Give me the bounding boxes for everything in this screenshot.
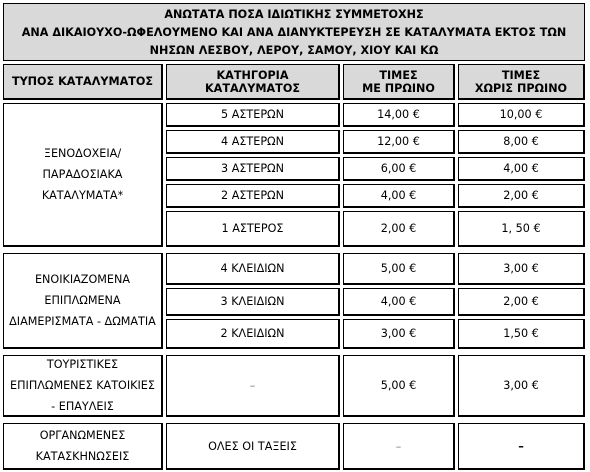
camping-with: – [343, 423, 455, 470]
header-with-breakfast [343, 64, 455, 100]
hotels-row-4-without: 2,00 € [458, 184, 585, 208]
header-with-line-1: ΤΙΜΕΣ [379, 68, 418, 82]
hotels-row-3-category: 3 ΑΣΤΕΡΩΝ [166, 157, 340, 181]
apartments-row-1-category: 4 ΚΛΕΙΔΙΩΝ [166, 253, 340, 285]
villas-type-line-2: ΕΠΙΠΛΩΜΕΝΕΣ ΚΑΤΟΙΚΙΕΣ [10, 379, 155, 392]
header-without-line-1: ΤΙΜΕΣ [501, 68, 541, 82]
header-type-label: ΤΥΠΟΣ ΚΑΤΑΛΥΜΑΤΟΣ [11, 75, 154, 88]
apartments-row-1-with: 5,00 € [343, 253, 455, 285]
hotels-row-1-category: 5 ΑΣΤΕΡΩΝ [166, 103, 340, 127]
hotels-row-3-with: 6,00 € [343, 157, 455, 181]
hotels-row-2-without: 8,00 € [458, 130, 585, 154]
apartments-row-1-without: 3,00 € [458, 253, 585, 285]
apartments-type-cell [3, 253, 163, 349]
apartments-row-3-without: 1,50 € [458, 319, 585, 349]
camping-type-line-2: ΚΑΤΑΣΚΗΝΩΣΕΙΣ [35, 450, 130, 463]
hotels-type-line-3: ΚΑΤΑΛΥΜΑΤΑ* [41, 189, 124, 202]
header-category-line-2: ΚΑΤΑΛΥΜΑΤΟΣ [205, 81, 300, 95]
hotels-row-2-category: 4 ΑΣΤΕΡΩΝ [166, 130, 340, 154]
villas-with: 5,00 € [343, 355, 455, 417]
hotels-row-1-with: 14,00 € [343, 103, 455, 127]
apartments-row-3-category: 2 ΚΛΕΙΔΙΩΝ [166, 319, 340, 349]
hotels-row-4-category: 2 ΑΣΤΕΡΩΝ [166, 184, 340, 208]
hotels-row-1-without: 10,00 € [458, 103, 585, 127]
camping-without: – [458, 423, 585, 470]
apartments-row-2-category: 3 ΚΛΕΙΔΙΩΝ [166, 288, 340, 316]
hotels-type-line-1: ΞΕΝΟΔΟΧΕΙΑ/ [43, 147, 122, 160]
apartments-row-3-with: 3,00 € [343, 319, 455, 349]
header-without-breakfast [458, 64, 585, 100]
hotels-row-3-without: 4,00 € [458, 157, 585, 181]
villas-type-line-1: ΤΟΥΡΙΣΤΙΚΕΣ [46, 358, 119, 371]
hotels-type-line-2: ΠΑΡΑΔΟΣΙΑΚΑ [42, 168, 123, 181]
apartments-row-2-with: 4,00 € [343, 288, 455, 316]
header-without-line-2: ΧΩΡΙΣ ΠΡΩΙΝΟ [474, 81, 568, 95]
header-category [166, 64, 340, 100]
hotels-row-2-with: 12,00 € [343, 130, 455, 154]
hotels-row-5-category: 1 ΑΣΤΕΡΟΣ [166, 211, 340, 247]
header-with-line-2: ΜΕ ΠΡΩΙΝΟ [362, 81, 435, 95]
apartments-type-line-1: ΕΝΟΙΚΙΑΖΟΜΕΝΑ [34, 273, 131, 286]
table-title [3, 3, 585, 61]
apartments-type-line-3: ΔΙΑΜΕΡΙΣΜΑΤΑ - ΔΩΜΑΤΙΑ [9, 315, 156, 328]
title-line-1: ΑΝΩΤΑΤΑ ΠΟΣΑ ΙΔΙΩΤΙΚΗΣ ΣΥΜΜΕΤΟΧΗΣ [164, 8, 424, 21]
villas-category: – [166, 355, 340, 417]
hotels-row-5-with: 2,00 € [343, 211, 455, 247]
camping-type-line-1: ΟΡΓΑΝΩΜΕΝΕΣ [39, 429, 126, 442]
hotels-row-4-with: 4,00 € [343, 184, 455, 208]
title-line-2: ΑΝΑ ΔΙΚΑΙΟΥΧΟ-ΩΦΕΛΟΥΜΕΝΟ ΚΑΙ ΑΝΑ ΔΙΑΝΥΚΤΕΡΕΥΣΗ ΣΕ ΚΑΤΑΛΥΜΑΤΑ ΕΚΤΟΣ ΤΩΝ [21, 26, 567, 39]
hotels-row-5-without: 1, 50 € [458, 211, 585, 247]
villas-type-cell [3, 355, 163, 417]
camping-category: ΟΛΕΣ ΟΙ ΤΑΞΕΙΣ [166, 423, 340, 470]
apartments-row-2-without: 2,00 € [458, 288, 585, 316]
apartments-type-line-2: ΕΠΙΠΛΩΜΕΝΑ [44, 294, 121, 307]
villas-without: 3,00 € [458, 355, 585, 417]
header-category-line-1: ΚΑΤΗΓΟΡΙΑ [216, 68, 289, 82]
camping-type-cell [3, 423, 163, 470]
villas-type-line-3: - ΕΠΑΥΛΕΙΣ [51, 400, 114, 413]
hotels-type-cell [3, 103, 163, 247]
header-type [3, 64, 163, 100]
title-line-3: ΝΗΣΩΝ ΛΕΣΒΟΥ, ΛΕΡΟΥ, ΣΑΜΟΥ, ΧΙΟΥ ΚΑΙ ΚΩ [149, 44, 439, 57]
